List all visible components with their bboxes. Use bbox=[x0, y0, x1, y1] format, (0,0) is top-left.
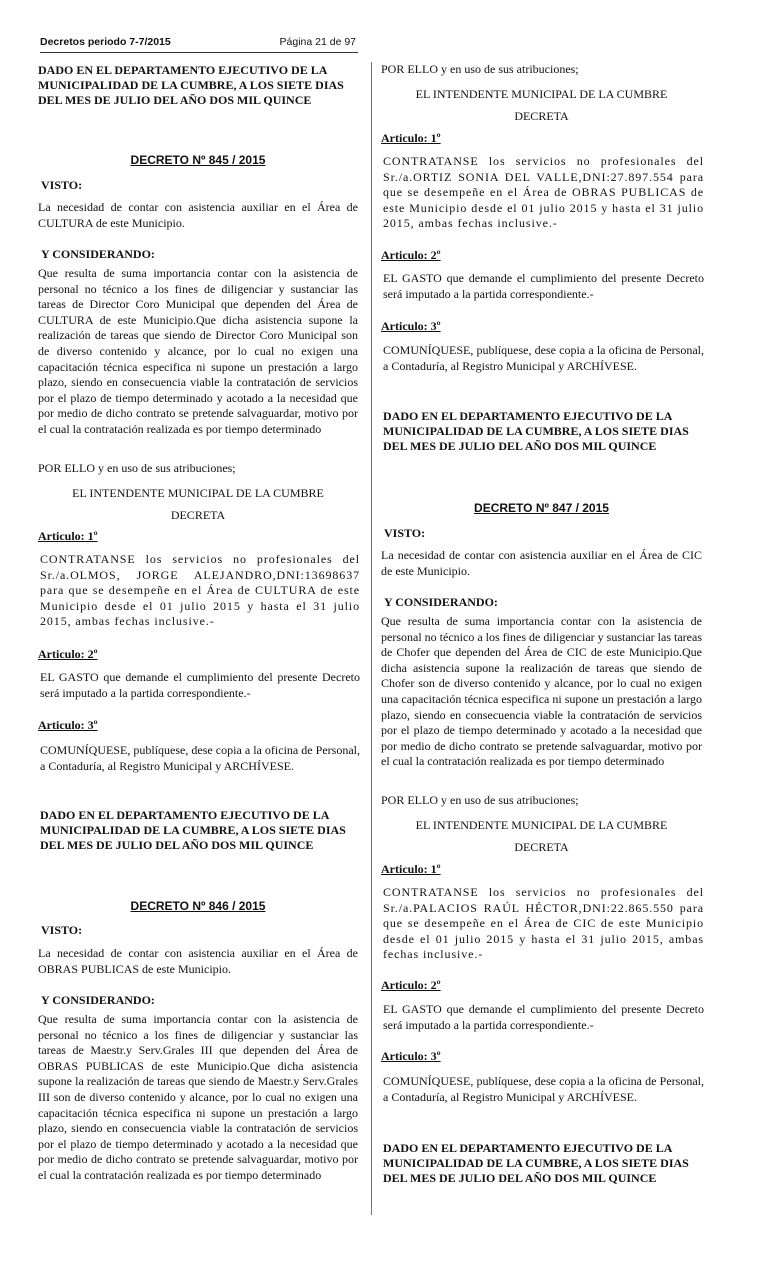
decree-845-art2: EL GASTO que demande el cumplimiento del presente Decreto será imputado a la partida correspondiente.- bbox=[40, 670, 360, 700]
decree-845-visto-label: VISTO: bbox=[41, 178, 83, 192]
decree-847-art1: CONTRATANSE los servicios no profesionales del Sr./a.PALACIOS RAÚL HÉCTOR,DNI:22.865.550 para que se desempeñe en el Área de CIC de este Municipio desde el 01 julio 2015 y hasta el 31 julio 2015, ambas fechas inclusive.- bbox=[383, 885, 704, 962]
decree-847-art2-label: Articulo: 2º bbox=[381, 978, 441, 992]
decree-846-decreta: DECRETA bbox=[514, 109, 569, 123]
header-rule bbox=[40, 52, 358, 53]
decree-847-art1-label: Articulo: 1º bbox=[381, 862, 441, 876]
header-title: Decretos periodo 7-7/2015 bbox=[40, 36, 171, 48]
decree-846-art2-label: Articulo: 2º bbox=[381, 248, 441, 262]
decree-845-considerando: Que resulta de suma importancia contar con la asistencia de personal no técnico a los fines de diligenciar y sustanciar las tareas de Director Coro Municipal que dependen del Área de CULTURA de este Municipio.Que dicha asistencia supone la realización de tareas que siendo de Director Coro Municipal son de diverso contenido y alcance, por lo cual no exigen una capacitación técnica especifica ni supone un prestación a largo plazo, siendo en consecuencia viable la contratación de servicios por el plazo de tiempo determinado y acotado a la necesidad que por medio de dicho contrato se pretende salvaguardar, motivo por el cual la contratación realizada es por tiempo determinado bbox=[38, 266, 358, 436]
dado-en-statement-top: DADO EN EL DEPARTAMENTO EJECUTIVO DE LA MUNICIPALIDAD DE LA CUMBRE, A LOS SIETE DIAS DEL MES DE JULIO DEL AÑO DOS MIL QUINCE bbox=[38, 63, 344, 108]
decree-847-considerando-label: Y CONSIDERANDO: bbox=[384, 595, 498, 609]
decree-845-art3: COMUNÍQUESE, publíquese, dese copia a la oficina de Personal, a Contaduría, al Registro Municipal y ARCHÍVESE. bbox=[40, 743, 360, 773]
page-number: Página 21 de 97 bbox=[279, 36, 356, 48]
decree-845-considerando-label: Y CONSIDERANDO: bbox=[41, 247, 155, 261]
decree-845-art2-label: Articulo: 2º bbox=[38, 647, 98, 661]
decree-847-por-ello: POR ELLO y en uso de sus atribuciones; bbox=[381, 793, 579, 807]
decree-845-dado-en: DADO EN EL DEPARTAMENTO EJECUTIVO DE LA MUNICIPALIDAD DE LA CUMBRE, A LOS SIETE DIAS DEL MES DE JULIO DEL AÑO DOS MIL QUINCE bbox=[40, 808, 346, 853]
decree-846-por-ello: POR ELLO y en uso de sus atribuciones; bbox=[381, 62, 579, 76]
decree-845-art1: CONTRATANSE los servicios no profesionales del Sr./a.OLMOS, JORGE ALEJANDRO,DNI:13698637 para que se desempeñe en el Área de CULTURA de este Municipio desde el 01 julio 2015 y hasta el 31 julio 2015, ambas fechas inclusive.- bbox=[40, 552, 360, 629]
decree-846-title: DECRETO Nº 846 / 2015 bbox=[130, 899, 266, 913]
decree-846-art1: CONTRATANSE los servicios no profesionales del Sr./a.ORTIZ SONIA DEL VALLE,DNI:27.897.554 para que se desempeñe en el Área de OBRAS PUBLICAS de este Municipio desde el 01 julio 2015 y hasta el 31 julio 2015, ambas fechas inclusive.- bbox=[383, 154, 704, 231]
decree-845-decreta: DECRETA bbox=[170, 508, 226, 522]
decree-847-dado-en: DADO EN EL DEPARTAMENTO EJECUTIVO DE LA MUNICIPALIDAD DE LA CUMBRE, A LOS SIETE DIAS DEL MES DE JULIO DEL AÑO DOS MIL QUINCE bbox=[383, 1141, 689, 1186]
decree-847-art2: EL GASTO que demande el cumplimiento del presente Decreto será imputado a la partida correspondiente.- bbox=[383, 1002, 704, 1032]
decree-845-visto: La necesidad de contar con asistencia auxiliar en el Área de CULTURA de este Municipio. bbox=[38, 200, 358, 230]
decree-846-intendente: EL INTENDENTE MUNICIPAL DE LA CUMBRE bbox=[415, 87, 668, 101]
decree-847-title: DECRETO Nº 847 / 2015 bbox=[474, 501, 609, 515]
decree-847-considerando: Que resulta de suma importancia contar con la asistencia de personal no técnico a los fines de diligenciar y sustanciar las tareas de Chofer que dependen del Área de CIC de este Municipio.Que dicha asistencia supone la realización de tareas que siendo de Chofer son de diverso contenido y alcance, por lo cual no exigen una capacitación técnica especifica ni supone un prestación a largo plazo, siendo en consecuencia viable la contratación de servicios por el plazo de tiempo determinado y acotado a la necesidad que por medio de dicho contrato se pretende salvaguardar, motivo por el cual la contratación realizada es por tiempo determinado bbox=[381, 614, 702, 769]
decree-846-art3-label: Articulo: 3º bbox=[381, 319, 441, 333]
column-divider bbox=[371, 62, 372, 1215]
decree-845-art1-label: Articulo: 1º bbox=[38, 529, 98, 543]
decree-845-por-ello: POR ELLO y en uso de sus atribuciones; bbox=[38, 461, 236, 475]
decree-847-decreta: DECRETA bbox=[514, 840, 569, 854]
decree-847-art3-label: Articulo: 3º bbox=[381, 1049, 441, 1063]
decree-846-considerando-label: Y CONSIDERANDO: bbox=[41, 993, 155, 1007]
decree-846-visto-label: VISTO: bbox=[41, 923, 83, 937]
decree-846-visto: La necesidad de contar con asistencia auxiliar en el Área de OBRAS PUBLICAS de este Municipio. bbox=[38, 946, 358, 976]
decree-847-visto: La necesidad de contar con asistencia auxiliar en el Área de CIC de este Municipio. bbox=[381, 548, 702, 578]
decree-847-visto-label: VISTO: bbox=[384, 526, 426, 540]
decree-845-intendente: EL INTENDENTE MUNICIPAL DE LA CUMBRE bbox=[72, 486, 324, 500]
decree-846-dado-en: DADO EN EL DEPARTAMENTO EJECUTIVO DE LA MUNICIPALIDAD DE LA CUMBRE, A LOS SIETE DIAS DEL MES DE JULIO DEL AÑO DOS MIL QUINCE bbox=[383, 409, 689, 454]
decree-846-art2: EL GASTO que demande el cumplimiento del presente Decreto será imputado a la partida correspondiente.- bbox=[383, 271, 704, 301]
decree-845-art3-label: Articulo: 3º bbox=[38, 718, 98, 732]
decree-846-art1-label: Articulo: 1º bbox=[381, 131, 441, 145]
decree-846-considerando: Que resulta de suma importancia contar con la asistencia de personal no técnico a los fines de diligenciar y sustanciar las tareas de Maestr.y Serv.Grales III que dependen del Área de OBRAS PUBLICAS de este Municipio.Que dicha asistencia supone la realización de tareas que siendo de Maestr.y Serv.Grales III son de diverso contenido y alcance, por lo cual no exigen una capacitación técnica especifica ni supone un prestación a largo plazo, siendo en consecuencia viable la contratación de servicios por el plazo de tiempo determinado y acotado a la necesidad que por medio de dicho contrato se pretende salvaguardar, motivo por el cual la contratación realizada es por tiempo determinado bbox=[38, 1012, 358, 1182]
decree-846-art3: COMUNÍQUESE, publíquese, dese copia a la oficina de Personal, a Contaduría, al Registro Municipal y ARCHÍVESE. bbox=[383, 343, 704, 373]
decree-847-intendente: EL INTENDENTE MUNICIPAL DE LA CUMBRE bbox=[415, 818, 668, 832]
decree-845-title: DECRETO Nº 845 / 2015 bbox=[130, 153, 266, 167]
decree-847-art3: COMUNÍQUESE, publíquese, dese copia a la oficina de Personal, a Contaduría, al Registro Municipal y ARCHÍVESE. bbox=[383, 1074, 704, 1104]
